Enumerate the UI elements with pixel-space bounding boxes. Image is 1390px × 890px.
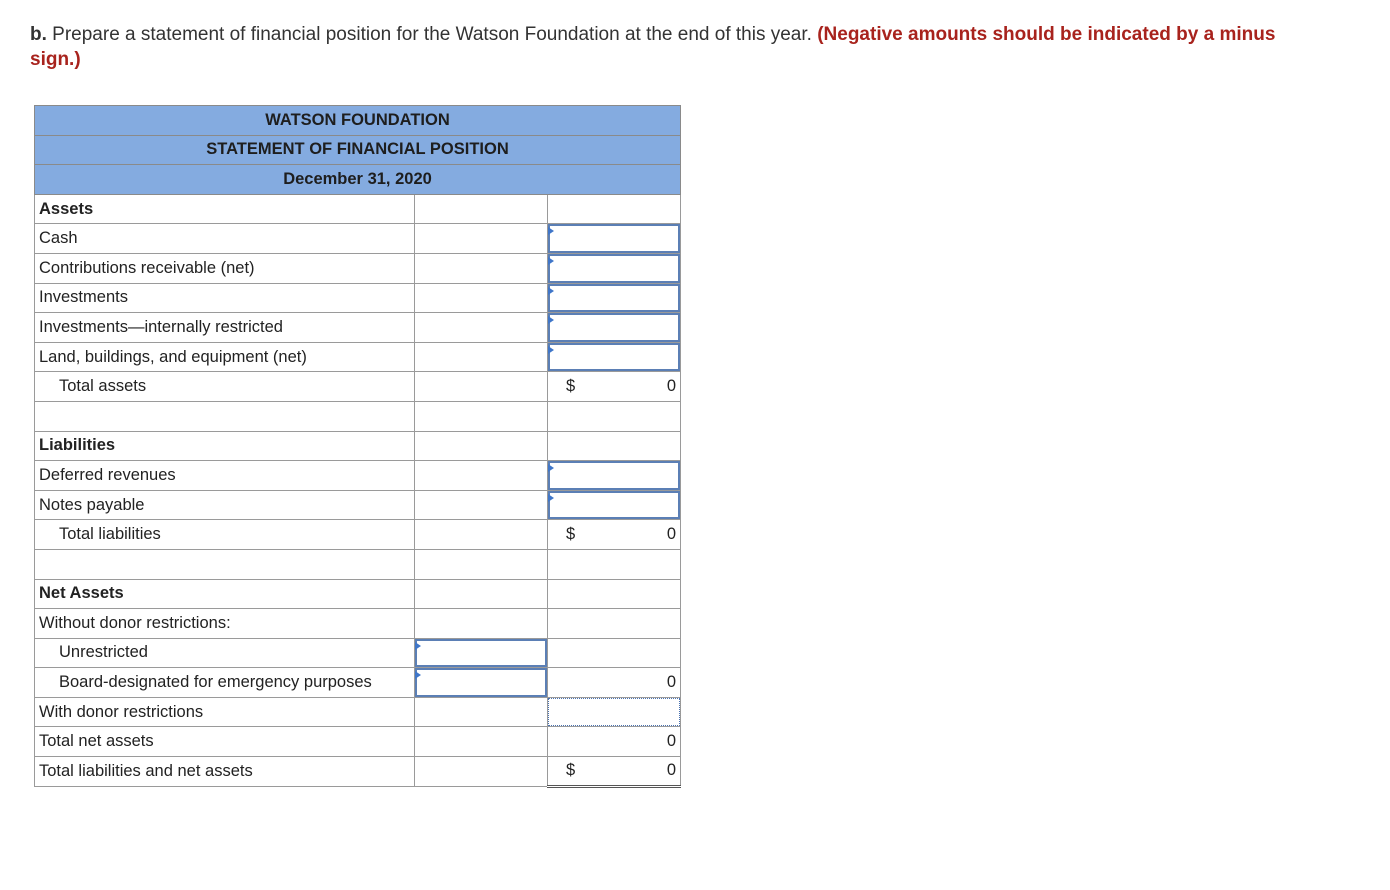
notes-payable-input[interactable] <box>548 491 680 520</box>
input-marker-icon <box>548 494 554 502</box>
table-row <box>35 668 681 698</box>
with-donor-input[interactable] <box>548 698 680 727</box>
org-name: WATSON FOUNDATION <box>35 106 681 136</box>
board-designated-input[interactable] <box>415 668 547 697</box>
table-row <box>35 194 681 224</box>
statement-title: STATEMENT OF FINANCIAL POSITION <box>35 135 681 165</box>
table-row <box>35 609 681 639</box>
table-row <box>35 757 681 787</box>
currency-symbol: $ <box>566 525 576 544</box>
total-liabilities-label: Total liabilities <box>35 520 415 550</box>
total-liab-net-assets-value: 0 <box>666 761 676 780</box>
investments-input[interactable] <box>548 284 680 313</box>
total-net-assets-label: Total net assets <box>35 727 415 757</box>
assets-header: Assets <box>35 194 415 224</box>
deferred-revenues-label: Deferred revenues <box>35 461 415 491</box>
with-donor-label: With donor restrictions <box>35 697 415 727</box>
input-marker-icon <box>415 642 421 650</box>
instruction-text <box>30 22 1320 72</box>
contributions-receivable-input[interactable] <box>548 254 680 283</box>
input-marker-icon <box>548 227 554 235</box>
table-row <box>35 638 681 668</box>
investments-restricted-input[interactable] <box>548 313 680 342</box>
currency-symbol: $ <box>566 377 576 396</box>
statement-date: December 31, 2020 <box>35 165 681 195</box>
part-label: b. <box>30 24 47 45</box>
input-marker-icon <box>548 316 554 324</box>
table-row <box>35 372 681 402</box>
table-row <box>35 461 681 491</box>
input-marker-icon <box>548 287 554 295</box>
table-row <box>35 313 681 343</box>
financial-position-table <box>34 105 681 788</box>
table-row <box>35 283 681 313</box>
table-row <box>35 579 681 609</box>
negative-amount-warning: (Negative amounts should be indicated by a minus sign.) <box>30 24 1276 70</box>
contributions-receivable-label: Contributions receivable (net) <box>35 253 415 283</box>
notes-payable-label: Notes payable <box>35 490 415 520</box>
total-liab-net-assets-label: Total liabilities and net assets <box>35 757 415 787</box>
table-row <box>35 401 681 431</box>
cash-label: Cash <box>35 224 415 254</box>
table-row <box>35 253 681 283</box>
currency-symbol: $ <box>566 761 576 780</box>
investments-label: Investments <box>35 283 415 313</box>
deferred-revenues-input[interactable] <box>548 461 680 490</box>
table-row <box>35 431 681 461</box>
without-donor-label: Without donor restrictions: <box>35 609 415 639</box>
net-assets-header: Net Assets <box>35 579 415 609</box>
board-designated-label: Board-designated for emergency purposes <box>35 668 415 698</box>
table-row <box>35 549 681 579</box>
instruction-body: Prepare a statement of financial position for the Watson Foundation at the end of this year. <box>52 24 812 45</box>
cash-input[interactable] <box>548 224 680 253</box>
land-buildings-label: Land, buildings, and equipment (net) <box>35 342 415 372</box>
input-marker-icon <box>415 671 421 679</box>
input-marker-icon <box>548 464 554 472</box>
total-assets-label: Total assets <box>35 372 415 402</box>
input-marker-icon <box>548 346 554 354</box>
unrestricted-label: Unrestricted <box>35 638 415 668</box>
total-liabilities-value: 0 <box>666 525 676 544</box>
table-row <box>35 490 681 520</box>
table-row <box>35 697 681 727</box>
total-net-assets-value: 0 <box>666 732 676 751</box>
total-assets-value: 0 <box>666 377 676 396</box>
without-donor-subtotal-value: 0 <box>666 673 676 692</box>
table-row <box>35 727 681 757</box>
unrestricted-input[interactable] <box>415 639 547 668</box>
input-marker-icon <box>548 257 554 265</box>
investments-restricted-label: Investments—internally restricted <box>35 313 415 343</box>
liabilities-header: Liabilities <box>35 431 415 461</box>
table-row <box>35 224 681 254</box>
table-row <box>35 342 681 372</box>
land-buildings-input[interactable] <box>548 343 680 372</box>
table-row <box>35 520 681 550</box>
